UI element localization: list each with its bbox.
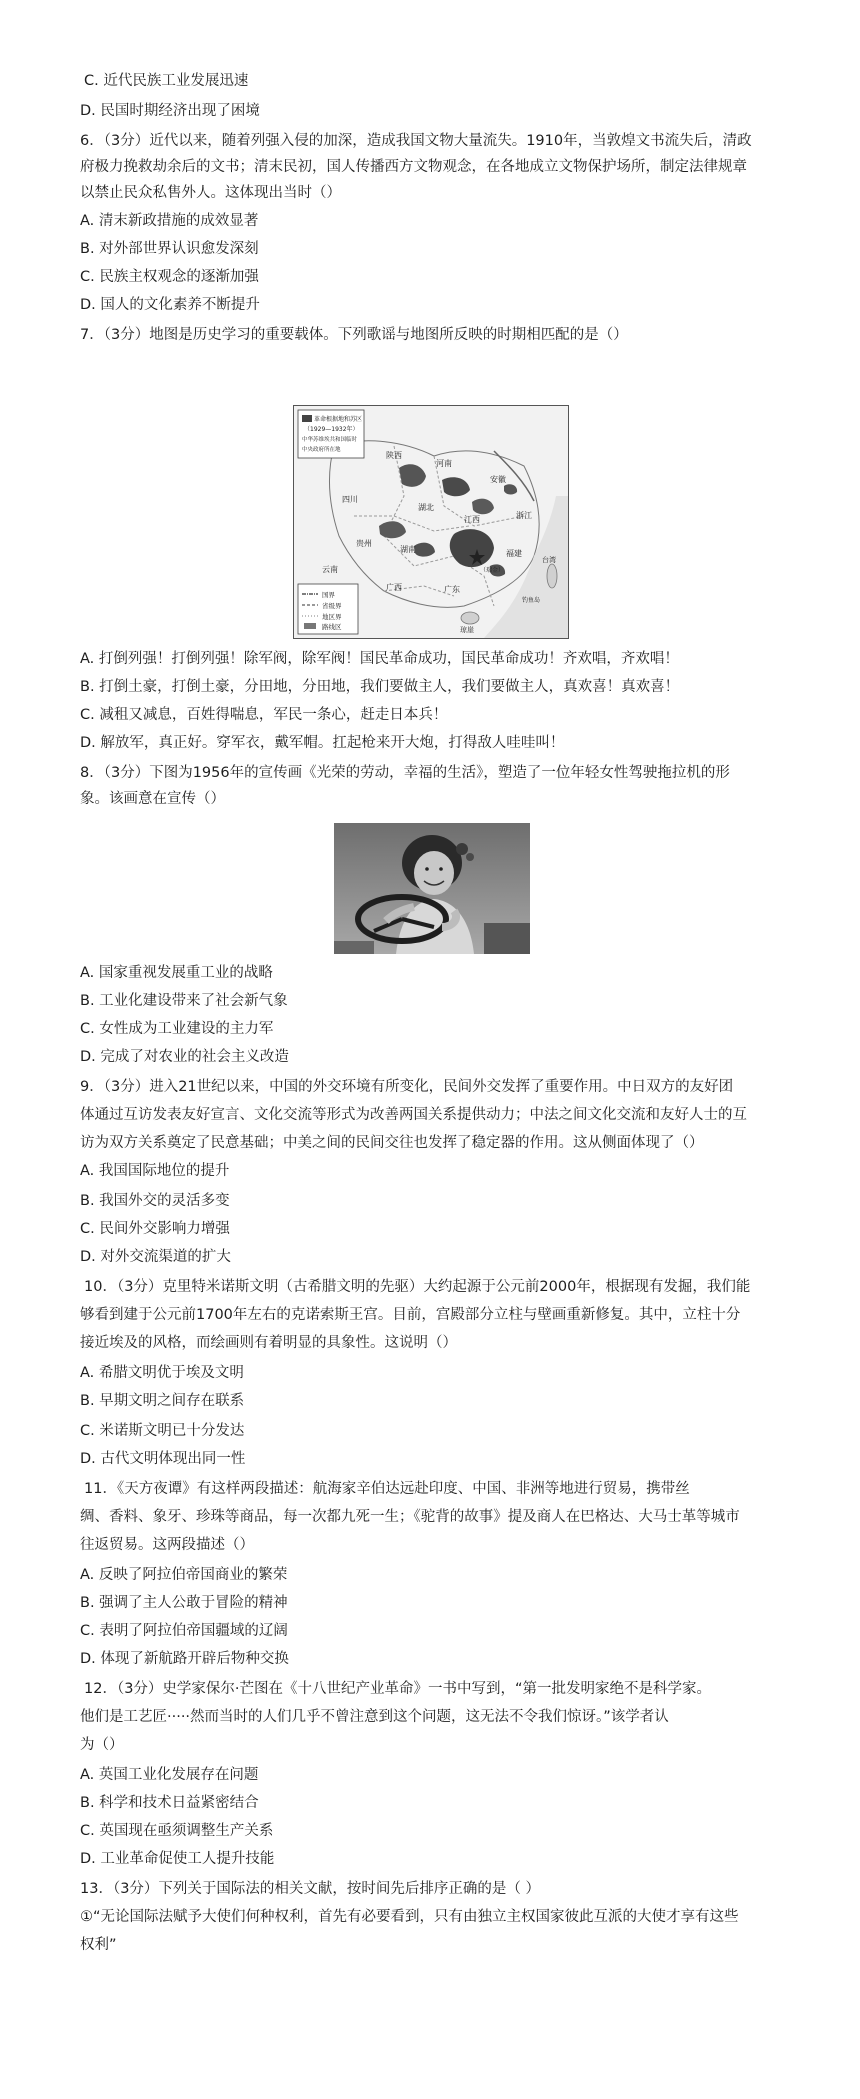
place-label: 四川 <box>342 495 358 504</box>
option-10b: B. 早期文明之间存在联系 <box>80 1393 245 1409</box>
option-12b: B. 科学和技术日益紧密结合 <box>80 1795 259 1811</box>
question-12-stem: 为（） <box>80 1737 124 1753</box>
option-12c: C. 英国现在亟须调整生产关系 <box>80 1823 274 1839</box>
option-10d: D. 古代文明体现出同一性 <box>80 1451 246 1467</box>
place-label: 安徽 <box>490 475 506 484</box>
option-7c: C. 减租又减息，百姓得喘息，军民一条心，赶走日本兵！ <box>80 707 448 723</box>
place-label: 湖北 <box>418 503 434 512</box>
place-label: 河南 <box>436 459 452 468</box>
option-8b: B. 工业化建设带来了社会新气象 <box>80 993 288 1009</box>
question-6-stem: 以禁止民众私售外人。这体现出当时（） <box>80 185 341 201</box>
place-label: 台湾 <box>542 556 556 564</box>
place-label: 广西 <box>386 583 402 592</box>
option-6b: B. 对外部世界认识愈发深刻 <box>80 241 259 257</box>
option-6a: A. 清末新政措施的成效显著 <box>80 213 259 229</box>
option-11c: C. 表明了阿拉伯帝国疆域的辽阔 <box>80 1623 288 1639</box>
place-label: （瑞金） <box>480 567 505 574</box>
place-label: 陕西 <box>386 451 402 460</box>
revolutionary-base-map <box>293 405 569 639</box>
option-8d: D. 完成了对农业的社会主义改造 <box>80 1049 289 1065</box>
place-label: 贵州 <box>356 539 372 548</box>
legend-item: 省级界 <box>322 602 342 610</box>
propaganda-poster-image <box>334 823 530 954</box>
question-8-stem: 8．（3分）下图为1956年的宣传画《光荣的劳动，幸福的生活》，塑造了一位年轻女性驾驶拖拉机的形 <box>80 765 730 781</box>
option-9a: A. 我国国际地位的提升 <box>80 1163 230 1179</box>
place-label: 福建 <box>506 549 522 558</box>
option-8c: C. 女性成为工业建设的主力军 <box>80 1021 274 1037</box>
option-9d: D. 对外交流渠道的扩大 <box>80 1249 231 1265</box>
question-6-stem: 6．（3分）近代以来，随着列强入侵的加深，造成我国文物大量流失。1910年，当敦煌文书流失后，清政 <box>80 133 752 149</box>
option-12d: D. 工业革命促使工人提升技能 <box>80 1851 275 1867</box>
option-12a: A. 英国工业化发展存在问题 <box>80 1767 259 1783</box>
option-5c: C. 近代民族工业发展迅速 <box>84 73 249 89</box>
question-13-item: 权利” <box>80 1937 117 1953</box>
option-6c: C. 民族主权观念的逐渐加强 <box>80 269 259 285</box>
legend-item: 国界 <box>322 591 335 599</box>
place-label: 云南 <box>322 565 338 574</box>
question-10-stem: 接近埃及的风格，而绘画则有着明显的具象性。这说明（） <box>80 1335 457 1351</box>
soviet-area-swatch <box>302 415 312 422</box>
option-11a: A. 反映了阿拉伯帝国商业的繁荣 <box>80 1567 288 1583</box>
question-10-stem: 10．（3分）克里特米诺斯文明（古希腊文明的先驱）大约起源于公元前2000年，根据现有发掘，我们能 <box>84 1279 751 1295</box>
option-7d: D. 解放军，真正好。穿军衣，戴军帽。扛起枪来开大炮，打得敌人哇哇叫！ <box>80 735 565 751</box>
map-graphic <box>294 406 568 638</box>
question-9-stem: 访为双方关系奠定了民意基础；中美之间的民间交往也发挥了稳定器的作用。这从侧面体现了（） <box>80 1135 704 1151</box>
option-7b: B. 打倒土豪，打倒土豪，分田地，分田地，我们要做主人，我们要做主人，真欢喜！真欢喜！ <box>80 679 680 695</box>
question-9-stem: 9．（3分）进入21世纪以来，中国的外交环境有所变化，民间外交发挥了重要作用。中日双方的友好团 <box>80 1079 734 1095</box>
question-11-stem: 往返贸易。这两段描述（） <box>80 1537 254 1553</box>
legend-title-line: 革命根据地和苏区 <box>314 416 363 423</box>
option-10a: A. 希腊文明优于埃及文明 <box>80 1365 244 1381</box>
option-7a: A. 打倒列强！打倒列强！除军阀，除军阀！国民革命成功，国民革命成功！齐欢唱，齐欢唱！ <box>80 651 679 667</box>
option-11b: B. 强调了主人公敢于冒险的精神 <box>80 1595 288 1611</box>
question-12-stem: 他们是工艺匠·····然而当时的人们几乎不曾注意到这个问题，这无法不令我们惊讶。”该学者认 <box>80 1709 669 1725</box>
place-label: 琼崖 <box>460 626 474 634</box>
legend-item: 路线区 <box>322 623 342 631</box>
option-9b: B. 我国外交的灵活多变 <box>80 1193 230 1209</box>
option-5d: D. 民国时期经济出现了困境 <box>80 103 260 119</box>
question-13-stem: 13．（3分）下列关于国际法的相关文献，按时间先后排序正确的是（ ） <box>80 1881 541 1897</box>
question-7-stem: 7．（3分）地图是历史学习的重要载体。下列歌谣与地图所反映的时期相匹配的是（） <box>80 327 628 343</box>
option-11d: D. 体现了新航路开辟后物种交换 <box>80 1651 289 1667</box>
question-13-item: ①“无论国际法赋予大使们何种权利，首先有必要看到，只有由独立主权国家彼此互派的大使才享有这些 <box>80 1909 739 1925</box>
option-8a: A. 国家重视发展重工业的战略 <box>80 965 273 981</box>
question-11-stem: 11．《天方夜谭》有这样两段描述：航海家辛伯达远赴印度、中国、非洲等地进行贸易，携带丝 <box>84 1481 690 1497</box>
question-8-stem: 象。该画意在宣传（） <box>80 791 225 807</box>
option-10c: C. 米诺斯文明已十分发达 <box>80 1423 245 1439</box>
place-label: 湖南 <box>400 545 416 554</box>
legend-title-line: 中华苏维埃共和国临时 <box>302 437 358 443</box>
option-6d: D. 国人的文化素养不断提升 <box>80 297 260 313</box>
question-10-stem: 够看到建于公元前1700年左右的克诺索斯王宫。目前，宫殿部分立柱与壁画重新修复。其中，立柱十分 <box>80 1307 741 1323</box>
place-label: 江西 <box>464 515 480 524</box>
place-label: 广东 <box>444 585 460 594</box>
legend-title-line: （1929—1932年） <box>304 426 359 433</box>
poster-graphic <box>334 823 530 954</box>
option-9c: C. 民间外交影响力增强 <box>80 1221 230 1237</box>
question-12-stem: 12．（3分）史学家保尔·芒图在《十八世纪产业革命》一书中写到，“第一批发明家绝不是科学家。 <box>84 1681 712 1697</box>
question-9-stem: 体通过互访发表友好宣言、文化交流等形式为改善两国关系提供动力；中法之间文化交流和友好人士的互 <box>80 1107 747 1123</box>
question-6-stem: 府极力挽救劫余后的文书；清末民初，国人传播西方文物观念，在各地成立文物保护场所，制定法律规章 <box>80 159 747 175</box>
legend-title-line: 中央政府所在地 <box>302 447 341 453</box>
legend-item: 地区界 <box>322 613 342 621</box>
place-label: 钓鱼岛 <box>522 597 541 604</box>
place-label: 浙江 <box>516 511 532 520</box>
question-11-stem: 绸、香料、象牙、珍珠等商品，每一次都九死一生；《驼背的故事》提及商人在巴格达、大马士革等城市 <box>80 1509 740 1525</box>
